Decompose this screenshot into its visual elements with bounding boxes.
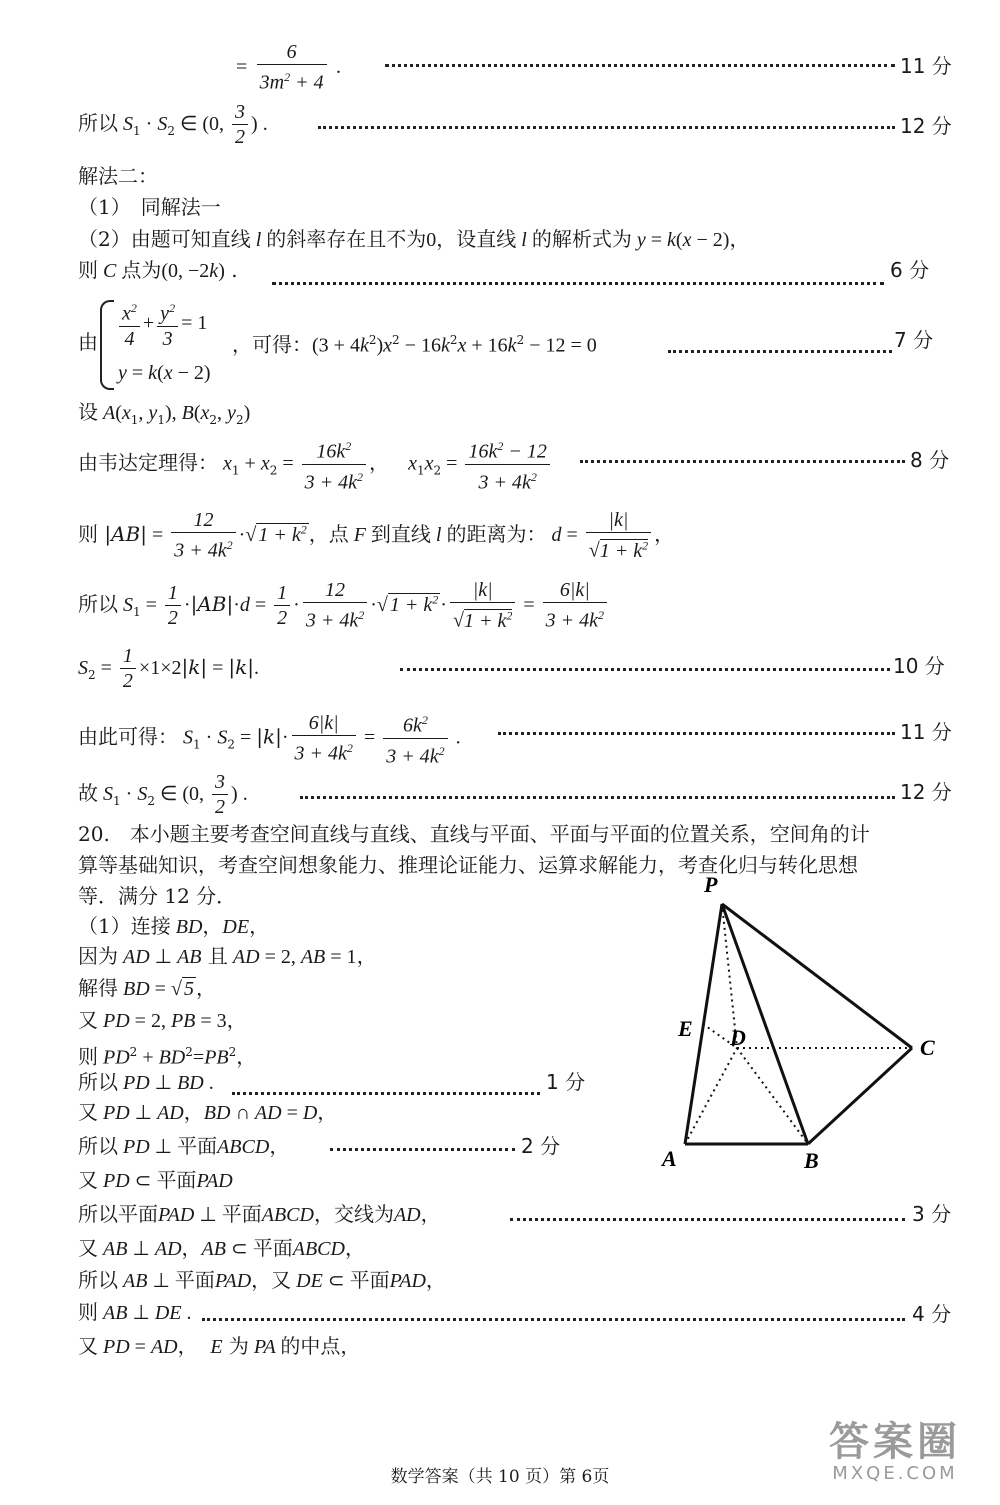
proof-line-13: 则 AB ⊥ DE . [78,1300,192,1324]
vertex-label-p: P [704,872,718,897]
score-label: 8 分 [910,448,950,472]
vertex-label-c: C [920,1035,935,1060]
score-label: 11 分 [900,54,952,78]
proof-line-3: 解得 BD = √ 5 ， [78,976,216,1000]
leader-dots [385,64,895,67]
conclusion-line: 故 $S_1 \cdot S_2$ ∈ (0, $\frac{3}{2}$ ) . [78,771,248,818]
leader-dots [202,1318,905,1321]
score-label: 11 分 [900,720,952,744]
part-two-line: （2）由题可知直线 l 的斜率存在且不为0，设直线 l 的解析式为 y = k(x − 2)， [78,227,750,251]
s1-line: 所以 $S_1$ = $\frac{1}{2}$ ·|AB|·d = $\frac{1}{2}$ · $\frac{12}{3 + 4k^2}$ ·√ $1 + k^2$ · $\frac{|k|}{√1 + k^2}$ = $\frac{6|k|}{3 + 4k^2}$ [78,578,610,633]
proof-line-7: 又 PD ⊥ AD，BD ∩ AD = D， [78,1100,338,1124]
proof-line-2: 因为 AD ⊥ AB 且 AD = 2, AB = 1， [78,944,377,968]
method-two-heading: 解法二： [78,164,158,188]
c-point-line: 则 C 点为(0, −2k) . [78,258,238,282]
leader-dots [498,732,895,735]
ab-distance-line: 则 |AB| = $\frac{12}{3 + 4k^2}$ ·√ $1 + k^2$ ，点 F 到直线 l 的距离为： d = $\frac{|k|}{√1 + k^2}$ ， [78,509,675,562]
vertex-label-e: E [678,1016,693,1041]
q20-intro-2: 算等基础知识，考查空间想象能力、推理论证能力、运算求解能力，考查化归与转化思想 [78,853,858,877]
set-points-line: 设 $A(x_1$, $y_1$), $B(x_2$, $y_2$) [78,400,251,427]
vertex-label-d: D [730,1025,746,1050]
leader-dots [580,460,905,463]
score-label: 7 分 [894,328,934,352]
edge-bc [808,1048,912,1144]
leader-dots [400,668,890,671]
system-eq-2: y = k(x − 2) [118,362,211,384]
system-label: 由 [78,330,98,354]
score-label: 10 分 [893,654,945,678]
score-label: 6 分 [890,258,930,282]
quadratic-line: ，可得：$(3 + 4k^2)x^2 - 16k^2x + 16k^2 - 12 = 0$ [232,332,597,357]
leader-dots [318,126,895,129]
score-label: 12 分 [900,780,952,804]
eq-line-2: 所以 $S_1 \cdot S_2$ ∈ (0, $\frac{3}{2}$ ) . [78,101,268,148]
leader-dots [232,1092,540,1095]
part-one-note: （1） 同解法一 [78,195,221,219]
q20-intro-1: 20. 本小题主要考查空间直线与直线、直线与平面、平面与平面的位置关系，空间角的计 [78,822,870,846]
q20-intro-3: 等．满分 12 分． [78,884,237,908]
proof-line-14: 又 PD = AD， E 为 PA 的中点， [78,1334,361,1358]
system-brace [100,300,114,390]
vertex-label-a: A [662,1146,677,1171]
proof-line-9: 又 PD ⊂ 平面PAD [78,1168,233,1192]
score-label: 2 分 [521,1134,561,1158]
vertex-label-b: B [804,1148,819,1173]
proof-line-8: 所以 PD ⊥ 平面ABCD， [78,1134,290,1158]
score-label: 3 分 [912,1202,952,1226]
proof-line-1: （1）连接 BD，DE， [78,914,270,938]
proof-line-5: 则 $PD^2 + BD^2=PB^2$， [78,1044,257,1069]
score-label: 1 分 [546,1070,586,1094]
product-line: 由此可得： $S_1 \cdot S_2 = |k|\cdot$ $\frac{6|k|}{3 + 4k^2}$ = $\frac{6k^2}{3 + 4k^2}$ . [78,708,461,768]
page-footer: 数学答案（共 10 页）第 6页 [390,1467,610,1487]
score-label: 12 分 [900,114,952,138]
leader-dots [668,350,892,353]
system-eq-1: $\frac{x^2}{4}$ + $\frac{y^2}{3}$ = 1 [116,296,207,351]
leader-dots [510,1218,905,1221]
proof-line-6: 所以 PD ⊥ BD . [78,1070,214,1094]
pyramid-figure [640,868,970,1178]
edge-db [737,1048,808,1144]
score-label: 4 分 [912,1302,952,1326]
watermark-title: 答案圈 [829,1419,961,1465]
edge-pc [722,904,912,1048]
leader-dots [272,282,884,285]
leader-dots [300,796,895,799]
proof-line-12: 所以 AB ⊥ 平面PAD，又 DE ⊂ 平面PAD， [78,1268,446,1292]
watermark-url: MXQE.COM [832,1463,958,1484]
proof-line-10: 所以平面PAD ⊥ 平面ABCD，交线为AD， [78,1202,441,1226]
site-watermark-logo [810,1420,980,1490]
leader-dots [330,1148,515,1151]
vieta-line: 由韦达定理得： $x_1 + x_2$ = $\frac{16k^2}{3 + 4k^2}$ ， $x_1x_2$ = $\frac{16k^2 - 12}{3 + 4k^2}$ [78,434,553,494]
proof-line-4: 又 PD = 2, PB = 3， [78,1008,247,1032]
proof-line-11: 又 AB ⊥ AD，AB ⊂ 平面ABCD， [78,1236,365,1260]
eq-line-1: = $\frac{6}{3m^2 + 4}$ . [236,41,341,94]
s2-line: $S_2$ = $\frac{1}{2}$ ×1×2|k| = |k|. [78,645,259,692]
